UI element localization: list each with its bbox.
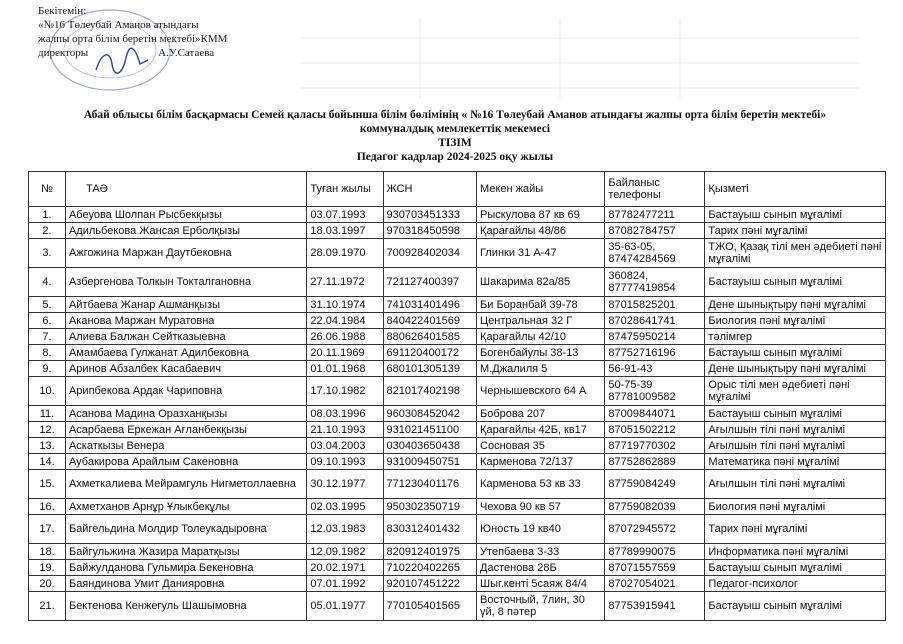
table-row (29, 406, 886, 422)
job-position: Бастауыш сынып мұғалімі (705, 345, 886, 361)
home-address: Қарағайлы 42Б, кв17 (477, 422, 605, 438)
iin-number: 931009450751 (383, 454, 477, 470)
birth-date: 27.11.1972 (307, 268, 383, 297)
birth-date: 12.09.1982 (307, 544, 383, 560)
column-header: № (29, 172, 66, 207)
iin-number: 710220402265 (383, 560, 477, 576)
home-address: Шыг.кенті 5саяж 84/4 (477, 576, 605, 592)
birth-date: 09.10.1993 (307, 454, 383, 470)
job-position: Ағылшын тілі пәні мұғалімі (705, 470, 886, 499)
header-institution-type: коммуналдық мемлекеттік мекемесі (359, 123, 551, 135)
iin-number: 970318450598 (383, 223, 477, 239)
home-address: Восточный, 7лин, 30 үй, 8 пәтер (477, 592, 605, 621)
row-number: 10. (29, 377, 66, 406)
job-position: Ағылшын тілі пәні мұғалімі (705, 438, 886, 454)
iin-number: 950302350719 (383, 499, 477, 515)
home-address: Дастенова 28Б (477, 560, 605, 576)
approval-role: директоры (38, 47, 89, 59)
job-position: Биология пәні мұғалімі (705, 499, 886, 515)
row-number: 11. (29, 406, 66, 422)
birth-date: 07.01.1992 (307, 576, 383, 592)
table-row (29, 313, 886, 329)
background-bleed-through (300, 18, 860, 98)
teacher-name: Ахметкалиева Мейрамгуль Нигметоллаевна (65, 470, 306, 499)
column-header: ТАӘ (65, 172, 306, 207)
birth-date: 03.07.1993 (307, 207, 383, 223)
teacher-name: Аскаткызы Венера (65, 438, 306, 454)
director-name: А.У.Сатаева (158, 47, 215, 59)
phone-number: 87028641741 (605, 313, 705, 329)
birth-date: 31.10.1974 (307, 297, 383, 313)
teacher-name: Адильбекова Жансая Ерболқызы (65, 223, 306, 239)
teacher-name: Алиева Балжан Сейтказыевна (65, 329, 306, 345)
birth-date: 20.02.1971 (307, 560, 383, 576)
phone-number: 87753915941 (605, 592, 705, 621)
table-row (29, 239, 886, 268)
table-row (29, 329, 886, 345)
phone-number: 87072945572 (605, 515, 705, 544)
table-row (29, 576, 886, 592)
birth-date: 30.12.1977 (307, 470, 383, 499)
home-address: Қарағайлы 42/10 (477, 329, 605, 345)
teacher-name: Асанова Мадина Оразханқызы (65, 406, 306, 422)
job-position: Информатика пәні мұғалімі (705, 544, 886, 560)
job-position: Дене шынықтыру пәні мұғалімі (705, 297, 886, 313)
row-number: 14. (29, 454, 66, 470)
phone-number: 87789990075 (605, 544, 705, 560)
approval-school-line: «№16 Төлеубай Аманов атындағы (38, 19, 199, 31)
teacher-name: Абеуова Шолпан Рысбекқызы (65, 207, 306, 223)
home-address: Би Боранбай 39-78 (477, 297, 605, 313)
home-address: Қарағайлы 48/86 (477, 223, 605, 239)
phone-number: 87082784757 (605, 223, 705, 239)
row-number: 2. (29, 223, 66, 239)
table-row (29, 207, 886, 223)
phone-number: 87051502212 (605, 422, 705, 438)
birth-date: 18.03.1997 (307, 223, 383, 239)
birth-date: 03.04.2003 (307, 438, 383, 454)
phone-number: 87475950214 (605, 329, 705, 345)
phone-number: 87782477211 (605, 207, 705, 223)
job-position: Биология пәні мұғалімі (705, 313, 886, 329)
iin-number: 741031401496 (383, 297, 477, 313)
approval-heading: Бекітемін: (38, 5, 87, 17)
phone-number: 35-63-05, 87474284569 (605, 239, 705, 268)
birth-date: 26.06.1988 (307, 329, 383, 345)
job-position: тәлімгер (705, 329, 886, 345)
home-address: Утепбаева 3-33 (477, 544, 605, 560)
director-signature (92, 46, 152, 78)
job-position: Тарих пәні мұғалімі (705, 223, 886, 239)
iin-number: 030403650438 (383, 438, 477, 454)
home-address: Карменова 53 кв 33 (477, 470, 605, 499)
iin-number: 680101305139 (383, 361, 477, 377)
teacher-name: Ажгожина Маржан Даутбековна (65, 239, 306, 268)
home-address: Богенбайулы 38-13 (477, 345, 605, 361)
birth-date: 02.03.1995 (307, 499, 383, 515)
column-header: Қызметі (705, 172, 886, 207)
birth-date: 20.11.1969 (307, 345, 383, 361)
row-number: 3. (29, 239, 66, 268)
home-address: Шакарима 82а/85 (477, 268, 605, 297)
table-row (29, 377, 886, 406)
job-position: Математика пәні мұғалімі (705, 454, 886, 470)
job-position: Бастауыш сынып мұғалімі (705, 268, 886, 297)
home-address: Чехова 90 кв 57 (477, 499, 605, 515)
job-position: Ағылшын тілі пәні мұғалімі (705, 422, 886, 438)
approval-block (38, 4, 338, 60)
home-address: Чернышевского 64 А (477, 377, 605, 406)
teacher-name: Асарбаева Еркежан Ағланбекқызы (65, 422, 306, 438)
home-address: Центральная 32 Г (477, 313, 605, 329)
job-position: Дене шынықтыру пәні мұғалімі (705, 361, 886, 377)
job-position: Орыс тілі мен әдебиеті пәні мұғалімі (705, 377, 886, 406)
birth-date: 12.03.1983 (307, 515, 383, 544)
document-header (30, 108, 880, 164)
job-position: Педагог-психолог (705, 576, 886, 592)
iin-number: 821017402198 (383, 377, 477, 406)
teacher-name: Баяндинова Умит Данияровна (65, 576, 306, 592)
teacher-name: Амамбаева Гулжанат Адилбековна (65, 345, 306, 361)
teacher-name: Байжулданова Гульмира Бекеновна (65, 560, 306, 576)
iin-number: 830312401432 (383, 515, 477, 544)
home-address: Глинки 31 А-47 (477, 239, 605, 268)
iin-number: 880626401585 (383, 329, 477, 345)
table-row (29, 345, 886, 361)
row-number: 5. (29, 297, 66, 313)
teacher-name: Айтбаева Жанар Ашманқызы (65, 297, 306, 313)
job-position: Бастауыш сынып мұғалімі (705, 560, 886, 576)
home-address: Юность 19 кв40 (477, 515, 605, 544)
column-header: Туған жылы (307, 172, 383, 207)
table-row (29, 223, 886, 239)
teacher-name: Аринов Абзалбек Касабаевич (65, 361, 306, 377)
row-number: 7. (29, 329, 66, 345)
row-number: 1. (29, 207, 66, 223)
iin-number: 960308452042 (383, 406, 477, 422)
phone-number: 87752862889 (605, 454, 705, 470)
job-position: Бастауыш сынып мұғалімі (705, 592, 886, 621)
row-number: 9. (29, 361, 66, 377)
phone-number: 50-75-39 87781009582 (605, 377, 705, 406)
birth-date: 01.01.1968 (307, 361, 383, 377)
iin-number: 930703451333 (383, 207, 477, 223)
home-address: М.Джалиля 5 (477, 361, 605, 377)
birth-date: 08.03.1996 (307, 406, 383, 422)
row-number: 19. (29, 560, 66, 576)
table-row (29, 515, 886, 544)
row-number: 16. (29, 499, 66, 515)
phone-number: 87015825201 (605, 297, 705, 313)
phone-number: 360824, 87777419854 (605, 268, 705, 297)
iin-number: 770105401565 (383, 592, 477, 621)
phone-number: 87759084249 (605, 470, 705, 499)
birth-date: 05.01.1977 (307, 592, 383, 621)
job-position: Бастауыш сынып мұғалімі (705, 207, 886, 223)
iin-number: 771230401176 (383, 470, 477, 499)
home-address: Боброва 207 (477, 406, 605, 422)
iin-number: 931021451100 (383, 422, 477, 438)
table-row (29, 361, 886, 377)
home-address: Сосновая 35 (477, 438, 605, 454)
teacher-name: Аубакирова Арайлым Сакеновна (65, 454, 306, 470)
column-header: Мекен жайы (477, 172, 605, 207)
row-number: 12. (29, 422, 66, 438)
job-position: Бастауыш сынып мұғалімі (705, 406, 886, 422)
row-number: 8. (29, 345, 66, 361)
phone-number: 87009844071 (605, 406, 705, 422)
phone-number: 87071557559 (605, 560, 705, 576)
table-row (29, 268, 886, 297)
document-subtitle: Педагог кадрлар 2024-2025 оқу жылы (356, 151, 554, 163)
iin-number: 920107451222 (383, 576, 477, 592)
document-title: ТІЗІМ (438, 137, 472, 149)
job-position: ТЖО, Қазақ тілі мен әдебиеті пәні мұғалімі (705, 239, 886, 268)
iin-number: 691120400172 (383, 345, 477, 361)
header-organization: Абай облысы білім басқармасы Семей қаласы бойынша білім бөлімінің « №16 Төлеубай Аманов атындағы жалпы орта білім беретін мектебі» (83, 109, 827, 121)
table-row (29, 592, 886, 621)
birth-date: 28.09.1970 (307, 239, 383, 268)
column-header: ЖСН (383, 172, 477, 207)
job-position: Тарих пәні мұғалімі (705, 515, 886, 544)
table-row (29, 438, 886, 454)
iin-number: 820912401975 (383, 544, 477, 560)
table-row (29, 422, 886, 438)
table-header-row (29, 172, 886, 207)
table-row (29, 454, 886, 470)
table-row (29, 470, 886, 499)
row-number: 21. (29, 592, 66, 621)
phone-number: 87752716196 (605, 345, 705, 361)
iin-number: 840422401569 (383, 313, 477, 329)
teacher-name: Аканова Маржан Муратовна (65, 313, 306, 329)
teacher-name: Бектенова Кенжегуль Шашымовна (65, 592, 306, 621)
phone-number: 87719770302 (605, 438, 705, 454)
home-address: Карменова 72/137 (477, 454, 605, 470)
teacher-name: Байгельдина Молдир Толеукадыровна (65, 515, 306, 544)
phone-number: 87759082039 (605, 499, 705, 515)
row-number: 4. (29, 268, 66, 297)
iin-number: 721127400397 (383, 268, 477, 297)
birth-date: 21.10.1993 (307, 422, 383, 438)
table-row (29, 560, 886, 576)
teacher-name: Арипбекова Ардак Чариповна (65, 377, 306, 406)
teacher-name: Байгульжина Жазира Маратқызы (65, 544, 306, 560)
row-number: 13. (29, 438, 66, 454)
table-row (29, 544, 886, 560)
birth-date: 22.04.1984 (307, 313, 383, 329)
teacher-name: Азбергенова Толкын Токталгановна (65, 268, 306, 297)
birth-date: 17.10.1982 (307, 377, 383, 406)
home-address: Рыскулова 87 кв 69 (477, 207, 605, 223)
phone-number: 87027054021 (605, 576, 705, 592)
row-number: 17. (29, 515, 66, 544)
teacher-name: Ахметханов Арнұр Ұлыкбекұлы (65, 499, 306, 515)
row-number: 20. (29, 576, 66, 592)
table-row (29, 499, 886, 515)
row-number: 18. (29, 544, 66, 560)
column-header: Байланыс телефоны (605, 172, 705, 207)
iin-number: 700928402034 (383, 239, 477, 268)
approval-school-type: жалпы орта білім беретін мектебі»КММ (38, 33, 228, 45)
row-number: 15. (29, 470, 66, 499)
table-row (29, 297, 886, 313)
staff-table (28, 171, 886, 621)
phone-number: 56-91-43 (605, 361, 705, 377)
row-number: 6. (29, 313, 66, 329)
